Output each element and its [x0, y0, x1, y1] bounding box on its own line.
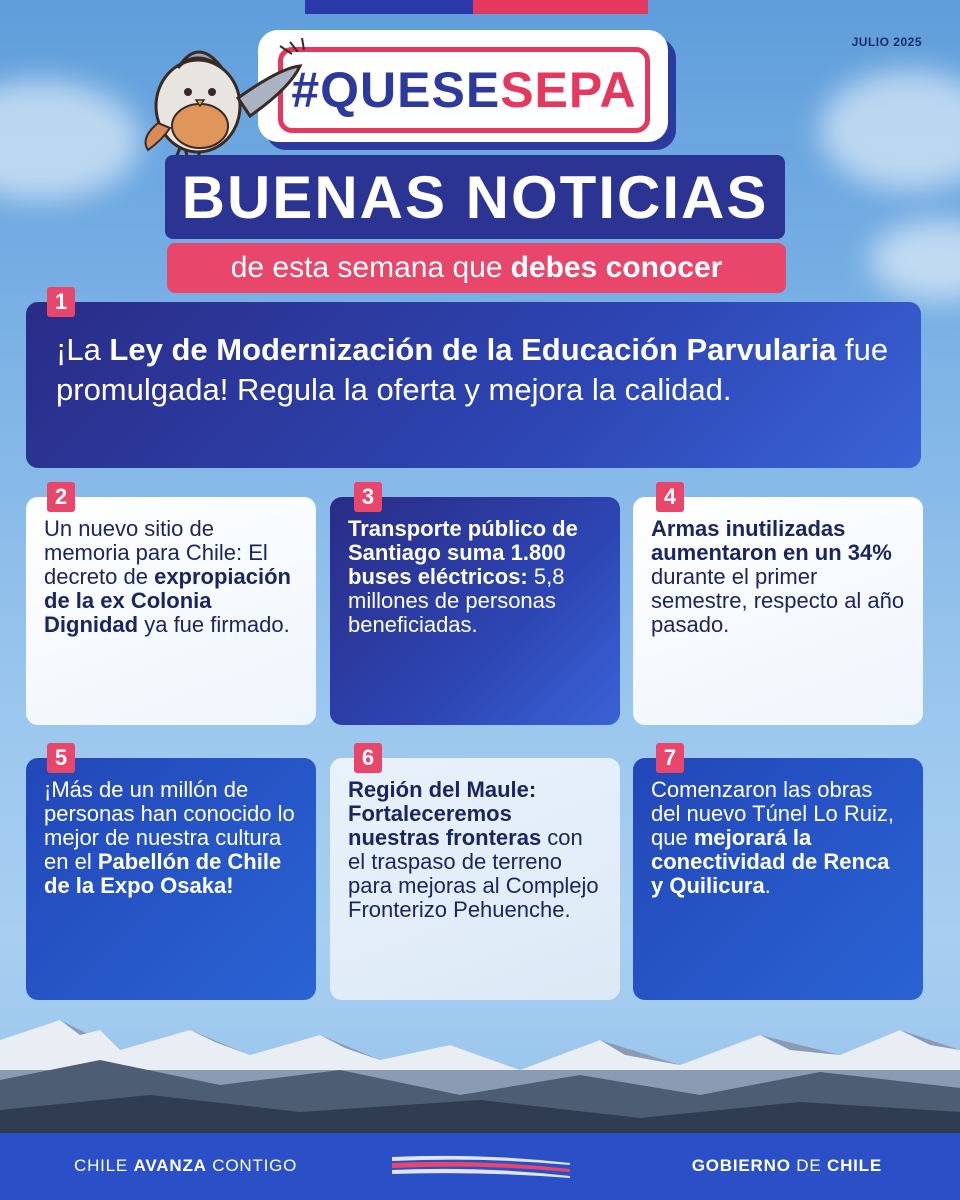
- news-card: [26, 758, 316, 1000]
- news-card-text-part: durante el primer semestre, respecto al año pasado.: [651, 564, 905, 637]
- cloud: [870, 220, 960, 300]
- item-number-badge: 4: [656, 482, 684, 512]
- flag-bar-red: [473, 0, 648, 14]
- news-card-text-part: con el traspaso de terreno para mejoras al Complejo Fronterizo Pehuenche.: [348, 825, 599, 922]
- cloud: [0, 80, 140, 200]
- page-title: BUENAS NOTICIAS: [165, 155, 785, 239]
- news-card-text-part: ya fue firmado.: [138, 612, 290, 637]
- news-card-text: [44, 517, 298, 637]
- news-card: [633, 758, 923, 1000]
- footer-bar: [0, 1133, 960, 1200]
- news-card-text-part: ¡La: [56, 332, 110, 367]
- news-card: [26, 497, 316, 725]
- news-card-text: [44, 778, 298, 898]
- news-card-text-part: ¡Más de un millón de personas han conocido lo mejor de nuestra cultura en el: [44, 777, 295, 874]
- item-number-badge: 7: [656, 743, 684, 773]
- item-number-badge: 2: [47, 482, 75, 512]
- news-card: [330, 497, 620, 725]
- news-card-text-part: mejorará la conectividad de Renca y Quilicura: [651, 825, 890, 898]
- news-card: [633, 497, 923, 725]
- news-card-text-part: 5,8 millones de personas beneficiadas.: [348, 564, 565, 637]
- news-card-text-part: expropiación de la ex Colonia Dignidad: [44, 564, 291, 637]
- news-card: [330, 758, 620, 1000]
- news-card-text-part: Ley de Modernización de la Educación Parvularia: [109, 332, 837, 367]
- news-card-text-part: Región del Maule: Fortaleceremos nuestras fronteras: [348, 777, 542, 850]
- date-label: JULIO 2025: [851, 35, 922, 49]
- news-card-text-part: Comenzaron las obras del nuevo Túnel Lo Ruiz, que: [651, 777, 894, 850]
- news-card-text: [651, 778, 905, 898]
- item-number-badge: 1: [47, 287, 75, 317]
- item-number-badge: 6: [354, 743, 382, 773]
- page-subtitle: de esta semana que debes conocer: [167, 243, 786, 293]
- flag-bar-blue: [305, 0, 473, 14]
- cloud: [820, 70, 960, 190]
- footer-slogan: CHILE AVANZA CONTIGO: [74, 1156, 298, 1175]
- news-card: [26, 302, 921, 468]
- news-card-text: [348, 517, 602, 637]
- news-card-text-part: .: [764, 873, 771, 898]
- mountain-landscape: [0, 1000, 960, 1135]
- news-card-text-part: Pabellón de Chile de la Expo Osaka!: [44, 849, 282, 898]
- news-card-text-part: Armas inutilizadas aumentaron en un 34%: [651, 516, 892, 565]
- item-number-badge: 5: [47, 743, 75, 773]
- news-card-text-part: Transporte público de Santiago suma 1.800 buses eléctricos:: [348, 516, 578, 589]
- news-card-text-part: Un nuevo sitio de memoria para Chile: El decreto de: [44, 516, 268, 589]
- footer-government: GOBIERNO DE CHILE: [691, 1156, 882, 1175]
- flag-swoosh-icon: [392, 1153, 570, 1179]
- news-card-text: [348, 778, 602, 922]
- news-card-text: [651, 517, 905, 637]
- item-number-badge: 3: [354, 482, 382, 512]
- hashtag-badge: [258, 30, 668, 142]
- news-card-text: [56, 330, 891, 410]
- news-card-text-part: fue promulgada! Regula la oferta y mejora la calidad.: [56, 332, 889, 407]
- bird-mascot-icon: [140, 28, 310, 168]
- hashtag-text: #QUESESEPA: [291, 62, 637, 118]
